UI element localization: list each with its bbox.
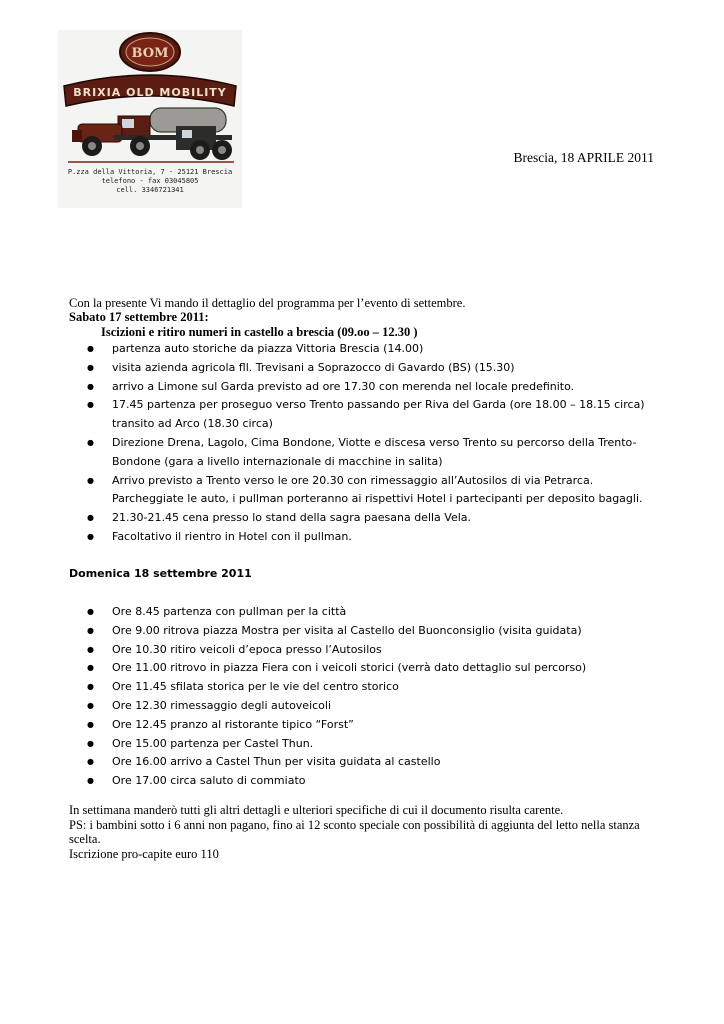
badge-text: BOM bbox=[131, 46, 169, 61]
list-item: ● Ore 12.45 pranzo al ristorante tipico “Forst” bbox=[87, 716, 647, 735]
logo-address: P.zza della Vittoria, 7 - 25121 Brescia bbox=[67, 168, 233, 176]
list-item: ● 17.45 partenza per proseguo verso Trento passando per Riva del Garda (ore 18.00 – 18.15 circa) transito ad Arco (18.30 circa) bbox=[87, 396, 647, 434]
list-item: ● Ore 8.45 partenza con pullman per la città bbox=[87, 603, 647, 622]
logo-cell: cell. 3346721341 bbox=[116, 186, 184, 194]
saturday-schedule-list bbox=[87, 340, 647, 547]
banner-text: BRIXIA OLD MOBILITY bbox=[73, 86, 227, 99]
list-item: ● Ore 17.00 circa saluto di commiato bbox=[87, 772, 647, 791]
list-item: ● Arrivo previsto a Trento verso le ore 20.30 con rimessaggio all’Autosilos di via Petrarca. Parcheggiate le auto, i pullman porteranno ai rispettivi Hotel i partecipanti per deposito bagagli. bbox=[87, 472, 647, 510]
sunday-schedule-list bbox=[87, 603, 647, 791]
intro-paragraph: Con la presente Vi mando il dettaglio del programma per l’evento di settembre. bbox=[69, 296, 466, 310]
list-item: ● Ore 10.30 ritiro veicoli d’epoca presso l’Autosilos bbox=[87, 641, 647, 660]
sunday-heading: Domenica 18 settembre 2011 bbox=[69, 567, 252, 580]
list-item: ● Facoltativo il rientro in Hotel con il pullman. bbox=[87, 528, 647, 547]
list-item: ● Ore 11.45 sfilata storica per le vie del centro storico bbox=[87, 678, 647, 697]
list-item: ● Direzione Drena, Lagolo, Cima Bondone, Viotte e discesa verso Trento su percorso della Trento-Bondone (gara a livello internazionale di macchine in salita) bbox=[87, 434, 647, 472]
list-item: ● 21.30-21.45 cena presso lo stand della sagra paesana della Vela. bbox=[87, 509, 647, 528]
list-item: ● Ore 11.00 ritrovo in piazza Fiera con i veicoli storici (verrà dato dettaglio sul percorso) bbox=[87, 659, 647, 678]
registration-fee: Iscrizione pro-capite euro 110 bbox=[69, 846, 219, 861]
vintage-truck-logo-icon bbox=[58, 30, 242, 165]
list-item: ● Ore 16.00 arrivo a Castel Thun per visita guidata al castello bbox=[87, 753, 647, 772]
closing-line: In settimana manderò tutti gli altri dettagli e ulteriori specifiche di cui il documento risulta carente. bbox=[69, 803, 564, 817]
ps-note: PS: i bambini sotto i 6 anni non pagano, fino ai 12 sconto speciale con possibilità di aggiunta del letto nella stanza scelta. bbox=[69, 817, 640, 846]
list-item: ● Ore 12.30 rimessaggio degli autoveicoli bbox=[87, 697, 647, 716]
list-item: ● partenza auto storiche da piazza Vittoria Brescia (14.00) bbox=[87, 340, 647, 359]
logo-phone: telefono - fax 03045805 bbox=[101, 177, 199, 185]
saturday-heading: Sabato 17 settembre 2011: bbox=[69, 310, 209, 324]
list-item: ● Ore 15.00 partenza per Castel Thun. bbox=[87, 735, 647, 754]
list-item: ● visita azienda agricola fll. Trevisani a Soprazocco di Gavardo (BS) (15.30) bbox=[87, 359, 647, 378]
registration-line: Iscizioni e ritiro numeri in castello a brescia (09.oo – 12.30 ) bbox=[101, 325, 418, 339]
list-item: ● Ore 9.00 ritrova piazza Mostra per visita al Castello del Buonconsiglio (visita guidata) bbox=[87, 622, 647, 641]
letter-date: Brescia, 18 APRILE 2011 bbox=[513, 150, 654, 165]
list-item: ● arrivo a Limone sul Garda previsto ad ore 17.30 con merenda nel locale predefinito. bbox=[87, 378, 647, 397]
closing-notes bbox=[69, 803, 669, 861]
club-logo bbox=[58, 30, 242, 208]
